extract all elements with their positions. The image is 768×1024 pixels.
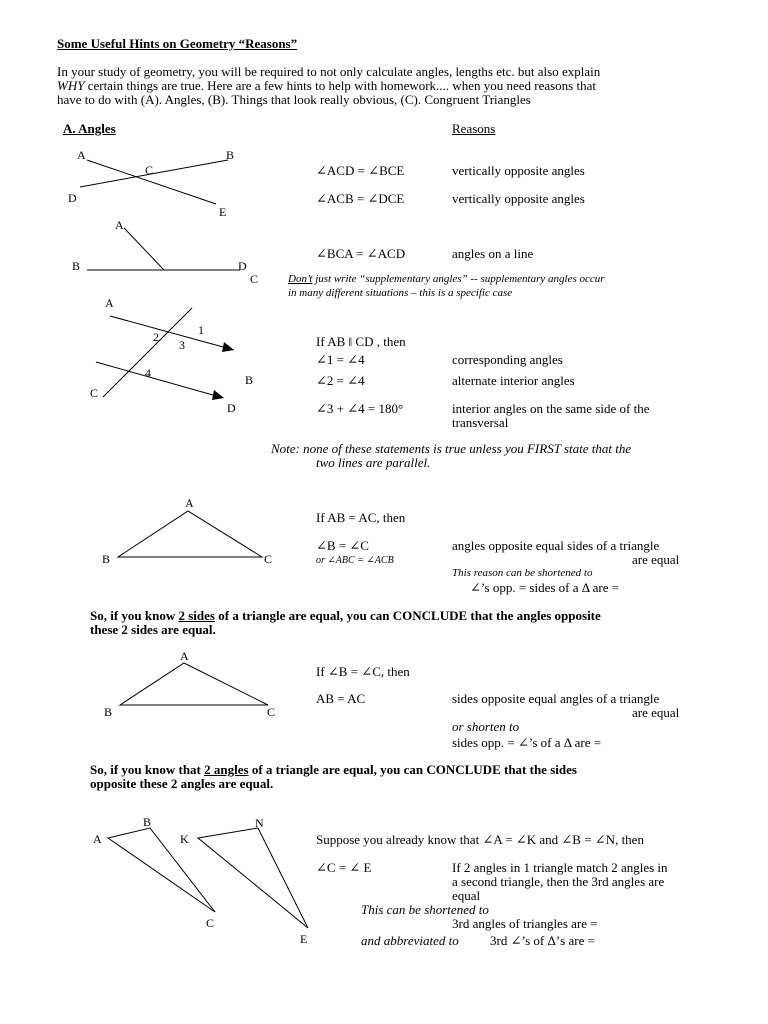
fig2-note-line-2: in many different situations – this is a specific case	[288, 287, 513, 299]
reasons-heading: Reasons	[452, 121, 496, 136]
fig2-eq: ∠BCA = ∠ACD	[316, 246, 406, 261]
intro-line-3: have to do with (A). Angles, (B). Things that look really obvious, (C). Congruent Triangles	[57, 92, 531, 107]
fig4-eq-alt: or ∠ABC = ∠ACB	[316, 555, 394, 566]
fig4-reason-1: angles opposite equal sides of a triangle	[452, 538, 660, 553]
fig5-triangle	[120, 663, 268, 705]
fig3-label-d: D	[227, 401, 236, 415]
fig3-eq-1: ∠1 = ∠4	[316, 352, 365, 367]
fig6-label-a: A	[93, 832, 102, 846]
conclusion-1-line-1	[90, 608, 601, 623]
fig1-label-c: C	[145, 163, 154, 177]
fig3-transversal	[103, 308, 192, 397]
fig6-label-k: K	[180, 832, 189, 846]
fig1-label-e: E	[219, 205, 227, 219]
fig3-reason-1: corresponding angles	[452, 352, 563, 367]
intro-line-1: In your study of geometry, you will be required to not only calculate angles, lengths etc. but also explain	[57, 64, 601, 79]
fig6-eq: ∠C = ∠ E	[316, 860, 372, 875]
section-a-heading: A. Angles	[63, 121, 116, 136]
fig1-label-d: D	[68, 191, 77, 205]
fig5-reason-2: are equal	[632, 705, 680, 720]
fig3-line-cd	[96, 362, 220, 397]
fig5-short-form: sides opp. = ∠’s of a Δ are =	[452, 735, 602, 750]
fig5-condition: If ∠B = ∠C, then	[316, 664, 410, 679]
fig4-short-form: ∠’s opp. = sides of a Δ are =	[470, 580, 620, 595]
fig4-label-a: A	[185, 496, 194, 510]
fig1-reason-1: vertically opposite angles	[452, 163, 585, 178]
fig6-label-n: N	[255, 816, 264, 830]
fig6-triangle-kne	[198, 828, 308, 928]
fig1-eq-1: ∠ACD = ∠BCE	[316, 163, 405, 178]
intro-line-2-rest: certain things are true. Here are a few hints to help with homework.... when you need reasons that	[84, 78, 596, 93]
fig5-reason-1: sides opposite equal angles of a triangle	[452, 691, 660, 706]
intro-why: WHY	[57, 78, 85, 93]
fig2-ray-ca	[124, 228, 164, 270]
fig3-label-3: 3	[179, 338, 185, 352]
conclusion-2-line-1	[90, 762, 577, 777]
fig4-eq: ∠B = ∠C	[316, 538, 369, 553]
fig2-label-d: D	[238, 259, 247, 273]
fig5-label-b: B	[104, 705, 113, 719]
fig6-suppose: Suppose you already know that ∠A = ∠K and ∠B = ∠N, then	[316, 832, 644, 847]
fig3-eq-3: ∠3 + ∠4 = 180°	[316, 401, 404, 416]
conclusion-1-underlined: 2 sides	[178, 608, 215, 623]
fig6-abbrev-note: and abbreviated to	[361, 933, 459, 948]
fig6-reason-3: equal	[452, 888, 481, 903]
fig4-triangle	[118, 511, 262, 557]
fig4-reason-2: are equal	[632, 552, 680, 567]
fig2-label-b: B	[72, 259, 81, 273]
fig1-eq-2: ∠ACB = ∠DCE	[316, 191, 405, 206]
fig3-reason-3: interior angles on the same side of the	[452, 401, 650, 416]
fig1-label-b: B	[226, 148, 235, 162]
fig6-short-note: This can be shortened to	[361, 902, 489, 917]
fig5-label-c: C	[267, 705, 276, 719]
fig3-arrowhead-b	[222, 342, 234, 352]
fig3-reason-2: alternate interior angles	[452, 373, 575, 388]
fig4-label-b: B	[102, 552, 111, 566]
fig6-reason-1: If 2 angles in 1 triangle match 2 angles in	[452, 860, 668, 875]
fig3-condition: If AB ǁ CD , then	[316, 334, 406, 349]
conclusion-2-line-2: opposite these 2 angles are equal.	[90, 776, 274, 791]
fig6-reason-2: a second triangle, then the 3rd angles are	[452, 874, 665, 889]
fig2-label-a: A	[115, 218, 124, 232]
fig2-label-c: C	[250, 272, 259, 286]
fig3-label-1: 1	[198, 323, 204, 337]
fig3-label-4: 4	[145, 366, 151, 380]
conclusion-2-post: of a triangle are equal, you can CONCLUDE that the sides	[248, 762, 577, 777]
fig6-label-b: B	[143, 815, 152, 829]
fig1-label-a: A	[77, 148, 86, 162]
fig3-label-a: A	[105, 296, 114, 310]
conclusion-1-line-2: these 2 sides are equal.	[90, 622, 216, 637]
fig3-note-line-2: two lines are parallel.	[316, 455, 431, 470]
fig3-reason-3b: transversal	[452, 415, 509, 430]
fig6-label-e: E	[300, 932, 308, 946]
fig3-label-c: C	[90, 386, 99, 400]
fig6-short-form: 3rd angles of triangles are =	[452, 916, 598, 931]
fig3-note-line-1: Note: none of these statements is true unless you FIRST state that the	[271, 441, 632, 456]
fig2-note-dont: Don’t	[288, 273, 313, 285]
fig5-or-shorten: or shorten to	[452, 719, 520, 734]
fig3-label-2: 2	[153, 330, 159, 344]
fig3-arrowhead-d	[212, 390, 224, 400]
fig1-reason-2: vertically opposite angles	[452, 191, 585, 206]
fig4-short-note: This reason can be shortened to	[452, 567, 593, 579]
fig2-reason: angles on a line	[452, 246, 534, 261]
fig3-line-ab	[110, 316, 234, 350]
fig2-note-rest: just write “supplementary angles” -- supplementary angles occur	[312, 273, 605, 285]
page-title: Some Useful Hints on Geometry “Reasons”	[57, 36, 298, 51]
conclusion-2-underlined: 2 angles	[204, 762, 249, 777]
conclusion-1-post: of a triangle are equal, you can CONCLUDE that the angles opposite	[214, 608, 601, 623]
conclusion-1-pre: So, if you know	[90, 608, 179, 623]
fig2-note-line-1	[288, 272, 605, 287]
fig5-eq: AB = AC	[316, 691, 366, 706]
fig4-condition: If AB = AC, then	[316, 510, 406, 525]
fig6-triangle-abc	[108, 828, 215, 912]
fig4-label-c: C	[264, 552, 273, 566]
fig3-label-b: B	[245, 373, 254, 387]
fig6-abbrev-form: 3rd ∠’s of Δ’s are =	[490, 933, 595, 948]
fig6-label-c: C	[206, 916, 215, 930]
conclusion-2-pre: So, if you know that	[90, 762, 205, 777]
fig5-label-a: A	[180, 649, 189, 663]
fig3-eq-2: ∠2 = ∠4	[316, 373, 365, 388]
